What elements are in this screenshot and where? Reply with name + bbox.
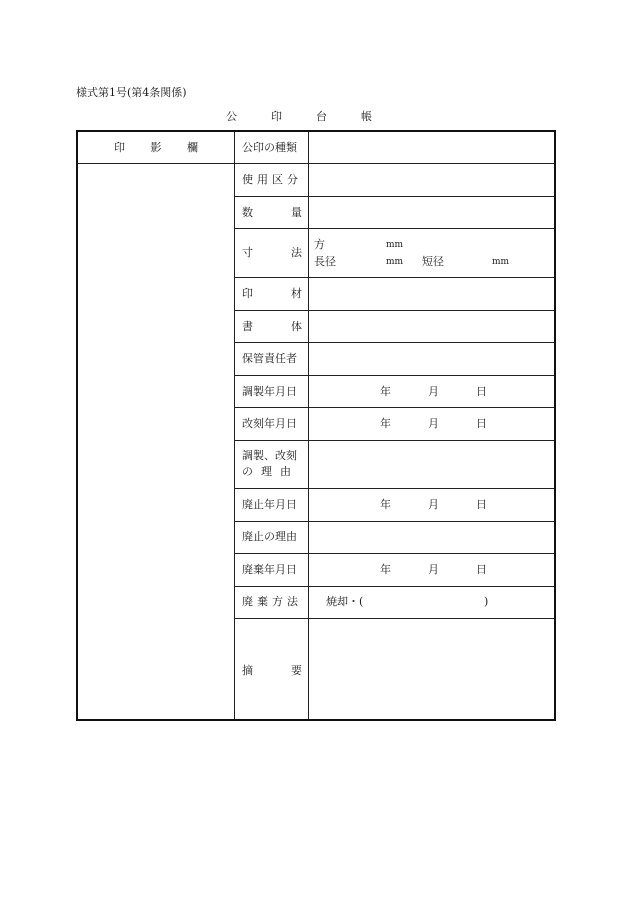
label-reason-line2: の理由 — [242, 465, 299, 478]
label-usage: 使用区分 — [242, 173, 302, 186]
row-divider — [234, 342, 554, 343]
label-remarks: 摘 要 — [242, 664, 302, 677]
label-custodian: 保管責任者 — [242, 352, 297, 365]
label-recut-date: 改刻年月日 — [242, 417, 297, 430]
label-seal-type: 公印の種類 — [242, 141, 297, 154]
row-divider — [234, 310, 554, 311]
size-square-label: 方 — [314, 238, 325, 251]
dispose-date-year: 年 — [380, 563, 391, 576]
dispose-date-month: 月 — [428, 563, 439, 576]
size-long-unit: mm — [386, 257, 404, 267]
row-divider — [234, 277, 554, 278]
impression-char-1: 印 — [114, 141, 125, 154]
seal-register-table — [76, 130, 556, 721]
label-typeface: 書 体 — [242, 320, 302, 333]
impression-column-header — [114, 142, 198, 153]
form-number-label: 様式第1号(第4条関係) — [76, 86, 187, 99]
form-title: 公印台帳 — [226, 110, 406, 123]
size-square-unit: mm — [386, 240, 404, 250]
label-made-date: 調製年月日 — [242, 385, 297, 398]
impression-char-2: 影 — [150, 141, 162, 154]
label-abolish-date: 廃止年月日 — [242, 498, 297, 511]
dispose-method-value: 焼却・( — [326, 595, 364, 608]
recut-date-year: 年 — [380, 417, 391, 430]
dispose-date-day: 日 — [476, 563, 487, 576]
row-divider — [234, 586, 554, 587]
abolish-date-day: 日 — [476, 498, 487, 511]
row-divider — [234, 228, 554, 229]
made-date-month: 月 — [428, 385, 439, 398]
made-date-year: 年 — [380, 385, 391, 398]
size-short-label: 短径 — [422, 255, 444, 268]
column-divider-2 — [308, 132, 309, 719]
label-dispose-method: 廃棄方法 — [242, 595, 302, 608]
row-divider — [234, 618, 554, 619]
label-abolish-reason: 廃止の理由 — [242, 530, 297, 543]
size-long-label: 長径 — [314, 255, 336, 268]
label-reason-line1: 調製、改刻 — [242, 449, 297, 462]
label-material: 印 材 — [242, 287, 302, 300]
row-divider — [234, 488, 554, 489]
recut-date-day: 日 — [476, 417, 487, 430]
recut-date-month: 月 — [428, 417, 439, 430]
row-divider — [234, 407, 554, 408]
row-divider-header — [78, 163, 554, 164]
label-dispose-date: 廃棄年月日 — [242, 563, 297, 576]
label-quantity: 数 量 — [242, 206, 302, 219]
dispose-method-close: ) — [484, 595, 489, 608]
row-divider — [234, 375, 554, 376]
size-short-unit: mm — [492, 257, 510, 267]
abolish-date-month: 月 — [428, 498, 439, 511]
row-divider — [234, 521, 554, 522]
label-size: 寸 法 — [242, 246, 302, 259]
row-divider — [234, 196, 554, 197]
impression-char-3: 欄 — [187, 141, 198, 154]
row-divider — [234, 440, 554, 441]
made-date-day: 日 — [476, 385, 487, 398]
column-divider-1 — [234, 132, 235, 719]
row-divider — [234, 553, 554, 554]
abolish-date-year: 年 — [380, 498, 391, 511]
